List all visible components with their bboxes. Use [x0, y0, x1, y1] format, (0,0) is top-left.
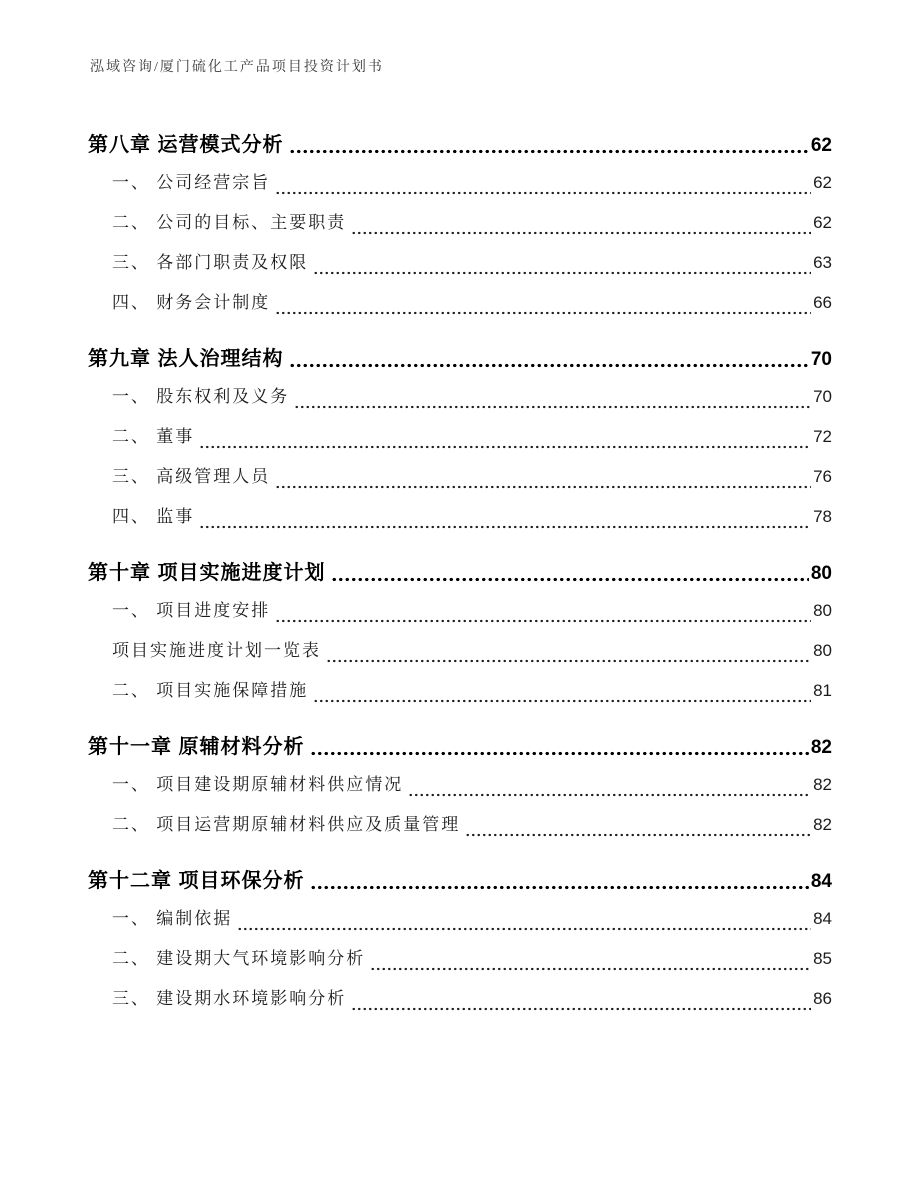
dot-leader: [351, 1006, 811, 1012]
toc-item-row[interactable]: [88, 899, 832, 939]
toc-chapter-row[interactable]: [88, 864, 832, 899]
dot-leader: [199, 524, 811, 530]
dot-leader: [310, 750, 809, 757]
dot-leader: [370, 966, 811, 972]
dot-leader: [275, 310, 811, 316]
toc-chapter-title: 第十章 项目实施进度计划: [88, 562, 326, 584]
toc-chapter-title: 第九章 法人治理结构: [88, 348, 284, 370]
dot-leader: [465, 832, 811, 838]
toc-chapter: [88, 864, 832, 1019]
toc-item-label: 一、 项目建设期原辅材料供应情况: [112, 775, 404, 794]
toc-page-number: 78: [813, 507, 832, 526]
toc-item-row[interactable]: [88, 203, 832, 243]
document-header: 泓域咨询/厦门硫化工产品项目投资计划书: [90, 60, 384, 75]
toc-item-label: 项目实施进度计划一览表: [112, 641, 321, 660]
toc-item-row[interactable]: [88, 457, 832, 497]
toc-page-number: 70: [813, 387, 832, 406]
toc-item-label: 一、 股东权利及义务: [112, 387, 290, 406]
dot-leader: [326, 658, 811, 664]
toc-page-number: 81: [813, 681, 832, 700]
toc-item-label: 二、 项目运营期原辅材料供应及质量管理: [112, 815, 461, 834]
dot-leader: [313, 698, 811, 704]
toc-item-label: 四、 监事: [112, 507, 195, 526]
toc-page-number: 84: [813, 909, 832, 928]
toc-item-row[interactable]: [88, 671, 832, 711]
dot-leader: [351, 230, 811, 236]
toc-item-row[interactable]: [88, 163, 832, 203]
toc-item-row[interactable]: [88, 497, 832, 537]
toc-item-row[interactable]: [88, 283, 832, 323]
toc-chapter-row[interactable]: [88, 342, 832, 377]
toc-item-row[interactable]: [88, 243, 832, 283]
dot-leader: [294, 404, 811, 410]
toc-item-label: 三、 建设期水环境影响分析: [112, 989, 347, 1008]
toc-item-label: 一、 公司经营宗旨: [112, 173, 271, 192]
toc-chapter-title: 第八章 运营模式分析: [88, 134, 284, 156]
toc-page-number: 72: [813, 427, 832, 446]
toc-item-label: 三、 各部门职责及权限: [112, 253, 309, 272]
toc-page-number: 66: [813, 293, 832, 312]
toc-page-number: 76: [813, 467, 832, 486]
toc-item-row[interactable]: [88, 417, 832, 457]
toc-chapter: [88, 342, 832, 537]
toc-item-label: 二、 董事: [112, 427, 195, 446]
toc-item-label: 一、 项目进度安排: [112, 601, 271, 620]
toc-page-number: 82: [810, 737, 832, 758]
toc-item-label: 三、 高级管理人员: [112, 467, 271, 486]
toc-page-number: 85: [813, 949, 832, 968]
dot-leader: [313, 270, 811, 276]
dot-leader: [275, 190, 811, 196]
toc-page-number: 62: [813, 173, 832, 192]
toc-item-row[interactable]: [88, 939, 832, 979]
toc-page-number: 86: [813, 989, 832, 1008]
toc-item-label: 二、 项目实施保障措施: [112, 681, 309, 700]
dot-leader: [289, 148, 809, 155]
toc-page-number: 62: [810, 135, 832, 156]
dot-leader: [331, 576, 809, 583]
toc-item-row[interactable]: [88, 631, 832, 671]
toc-page-number: 82: [813, 815, 832, 834]
toc-item-row[interactable]: [88, 805, 832, 845]
toc-item-row[interactable]: [88, 591, 832, 631]
dot-leader: [275, 618, 811, 624]
toc-chapter-title: 第十一章 原辅材料分析: [88, 736, 305, 758]
toc-chapter: [88, 730, 832, 845]
table-of-contents: [88, 128, 832, 1019]
toc-page-number: 70: [810, 349, 832, 370]
toc-chapter-row[interactable]: [88, 556, 832, 591]
toc-page-number: 62: [813, 213, 832, 232]
toc-item-row[interactable]: [88, 765, 832, 805]
dot-leader: [199, 444, 811, 450]
dot-leader: [275, 484, 811, 490]
toc-item-label: 四、 财务会计制度: [112, 293, 271, 312]
dot-leader: [408, 792, 811, 798]
toc-page-number: 80: [810, 563, 832, 584]
toc-item-label: 二、 公司的目标、主要职责: [112, 213, 347, 232]
toc-page-number: 80: [813, 641, 832, 660]
toc-page-number: 63: [813, 253, 832, 272]
toc-chapter: [88, 556, 832, 711]
toc-chapter-row[interactable]: [88, 128, 832, 163]
toc-chapter-row[interactable]: [88, 730, 832, 765]
toc-chapter-title: 第十二章 项目环保分析: [88, 870, 305, 892]
dot-leader: [289, 362, 809, 369]
toc-item-row[interactable]: [88, 979, 832, 1019]
toc-item-label: 二、 建设期大气环境影响分析: [112, 949, 366, 968]
toc-item-label: 一、 编制依据: [112, 909, 233, 928]
toc-page-number: 80: [813, 601, 832, 620]
dot-leader: [237, 926, 811, 932]
dot-leader: [310, 884, 809, 891]
toc-item-row[interactable]: [88, 377, 832, 417]
toc-chapter: [88, 128, 832, 323]
toc-page-number: 84: [810, 871, 832, 892]
toc-page-number: 82: [813, 775, 832, 794]
